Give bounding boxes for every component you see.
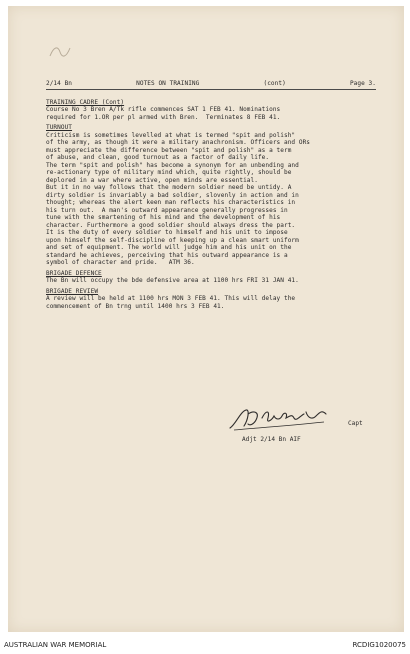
section-brigade-defence [46,267,376,285]
section-title: TURNOUT [46,124,73,131]
header-cont: (cont) [263,80,286,87]
text-line: The Bn will occupy the bde defensive area at 1100 hrs FRI 31 JAN 41. [46,277,299,284]
section-brigade-review [46,285,376,311]
text-line: tune with the smartening of his mind and the development of his [46,214,281,221]
section-turnout [46,121,376,267]
text-line: and set of equipment. The world will judge him and his unit on the [46,244,292,251]
text-line: Course No 3 Bren A/Tk rifle commences SAT 1 FEB 41. Nominations [46,106,281,113]
text-line: thought; whereas the alert keen man reflects his characteristics in [46,199,296,206]
training-notes [46,80,376,310]
text-line: dirty soldier is invariably a bad soldier, slovenly in action and in [46,191,299,199]
text-line: upon himself the self-discipline of keeping up a clean smart uniform [46,236,299,244]
signature-block [226,404,376,464]
text-line: must appreciate the difference between "spit and polish" as a term [46,146,292,154]
text-line: his turn out. A man's outward appearance generally progresses in [46,206,288,214]
archive-name: AUSTRALIAN WAR MEMORIAL [4,641,107,649]
text-line: deplored in a war where active, open minds are essential. [46,176,258,184]
header-title: NOTES ON TRAINING [136,80,200,87]
text-line: required for 1.OR per pl armed with Bren. Terminates 8 FEB 41. [46,113,281,121]
text-line: character. Furthermore a good soldier should always dress the part. [46,221,296,229]
header-unit: 2/14 Bn [46,80,73,87]
signatory-rank: Capt [348,420,363,427]
text-line: commencement of Bn trng until 1400 hrs 3 FEB 41. [46,302,225,310]
text-line: It is the duty of every soldier to himself and his unit to impose [46,229,288,236]
header-page: Page 3. [349,80,376,87]
signatory-appointment: Adjt 2/14 Bn AIF [242,436,301,443]
text-line: symbol of character and pride. ATM 36. [46,259,195,266]
text-line: standard he achieves, perceiving that his outward appearance is a [46,251,288,259]
text-line: of abuse, and clean, good turnout as a factor of daily life. [46,154,270,161]
text-line: re-actionary type of military mind which, quite rightly, should be [46,169,292,176]
section-title: BRIGADE DEFENCE [46,269,102,277]
archive-footer [0,638,410,654]
section-training-cadre [46,96,376,122]
text-line: The term "spit and polish" has become a synonym for an unbending and [46,161,299,169]
text-line: Criticism is sometimes levelled at what is termed "spit and polish" [46,131,296,139]
text-line: of the army, as though it were a military anachronism. Officers and ORs [46,139,311,146]
text-line: But it in no way follows that the modern soldier need be untidy. A [46,184,292,191]
text-line: A review will be held at 1100 hrs MON 3 FEB 41. This will delay the [46,295,296,302]
handwritten-signature [226,404,336,434]
pencil-mark [48,44,72,60]
section-title: TRAINING CADRE (Cont) [46,98,125,106]
archive-reference: RCDIG1020075 [352,641,406,649]
document-header [46,80,376,90]
section-title: BRIGADE REVIEW [46,287,99,295]
